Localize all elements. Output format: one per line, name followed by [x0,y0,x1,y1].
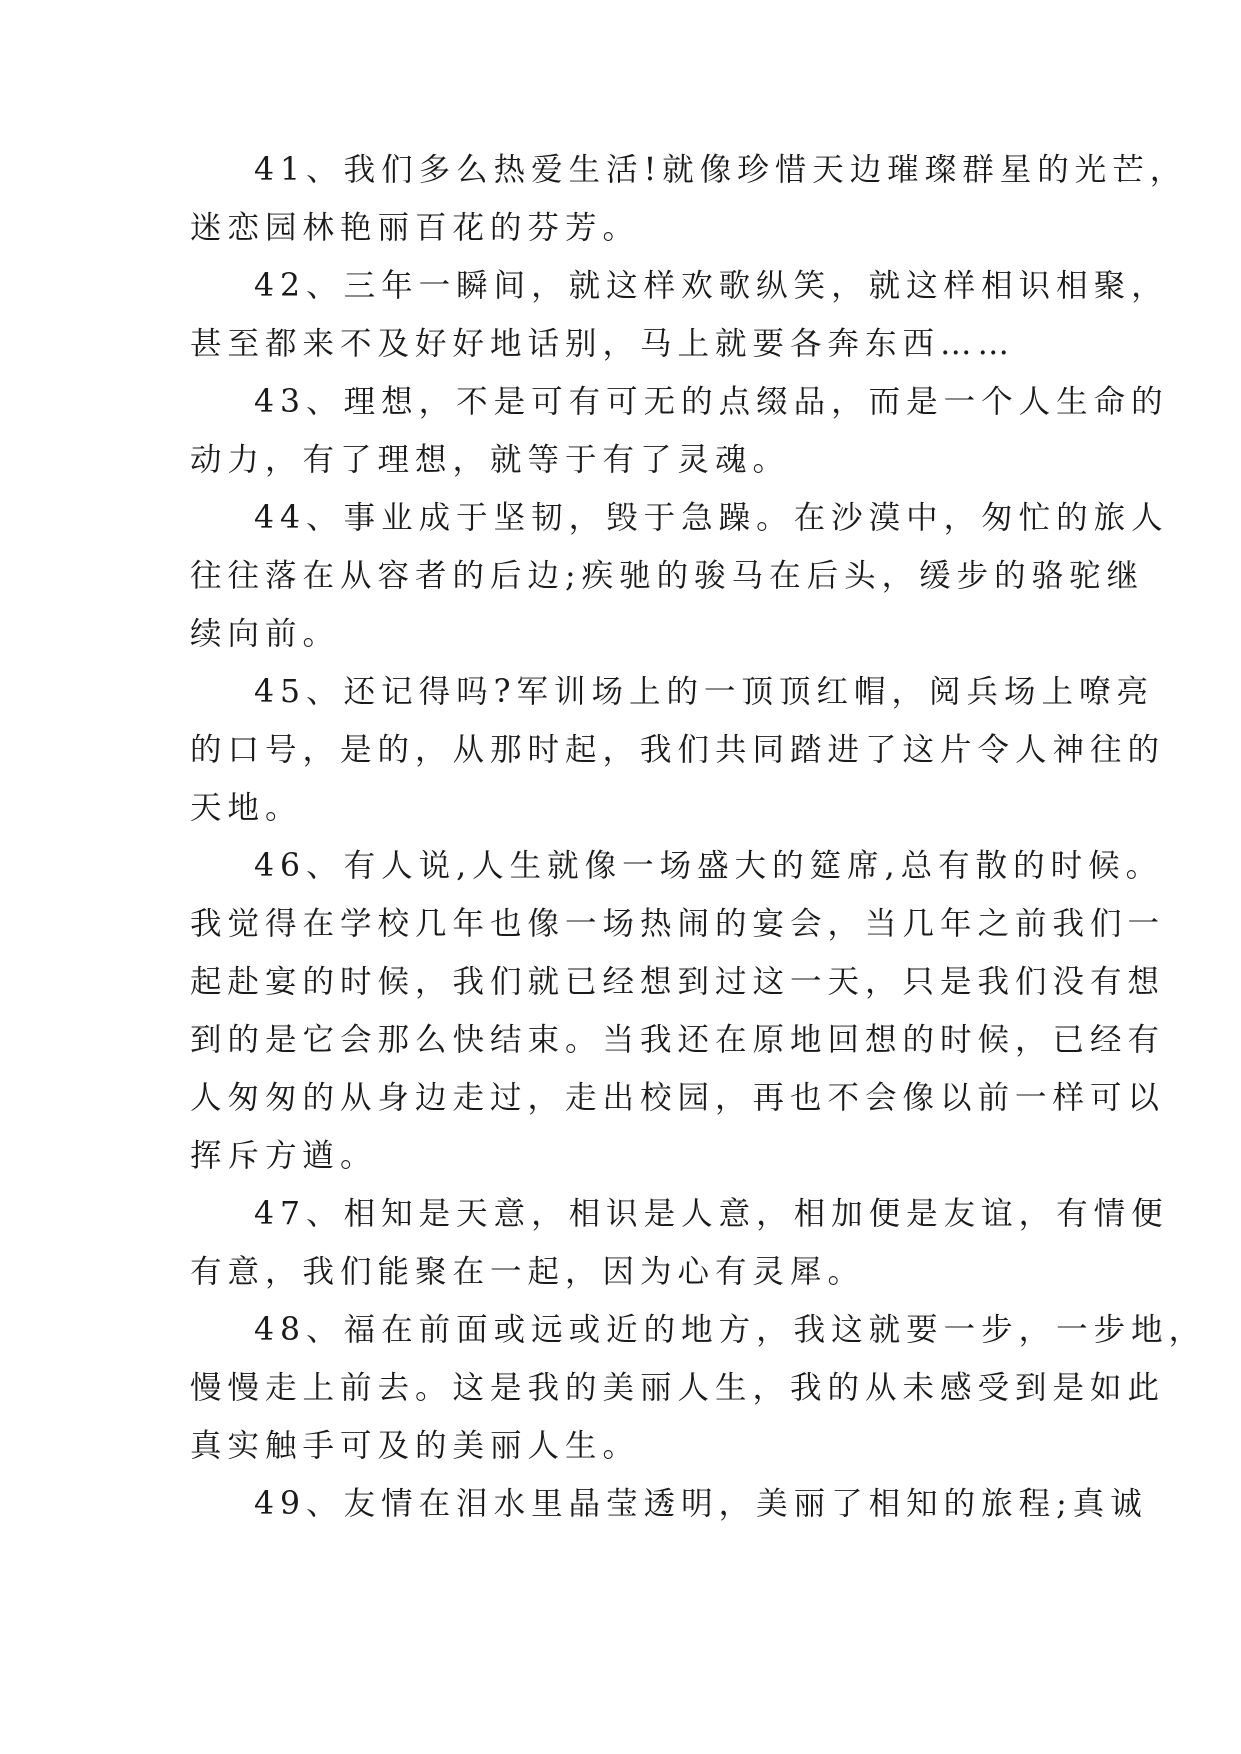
paragraph-line: 有意，我们能聚在一起，因为心有灵犀。 [190,1254,866,1290]
paragraph-line: 43、理想，不是可有可无的点缀品，而是一个人生命的 [254,384,1169,420]
paragraph-line: 动力，有了理想，就等于有了灵魂。 [190,442,791,478]
paragraph-line: 到的是它会那么快结束。当我还在原地回想的时候，已经有 [190,1022,1166,1058]
paragraph-line: 44、事业成于坚韧，毁于急躁。在沙漠中，匆忙的旅人 [254,500,1169,536]
paragraph-line: 48、福在前面或远或近的地方，我这就要一步，一步地， [254,1312,1207,1348]
paragraph-line: 49、友情在泪水里晶莹透明，美丽了相知的旅程;真诚 [254,1486,1148,1522]
paragraph-line: 人匆匆的从身边走过，走出校园，再也不会像以前一样可以 [190,1080,1166,1116]
paragraph-line: 慢慢走上前去。这是我的美丽人生，我的从未感受到是如此 [190,1370,1166,1406]
paragraph-line: 47、相知是天意，相识是人意，相加便是友谊，有情便 [254,1196,1169,1232]
paragraph-line: 41、我们多么热爱生活!就像珍惜天边璀璨群星的光芒， [254,152,1188,188]
paragraph-line: 46、有人说,人生就像一场盛大的筵席,总有散的时候。 [254,848,1164,884]
paragraph-line: 真实触手可及的美丽人生。 [190,1428,641,1464]
paragraph-line: 天地。 [190,790,303,826]
paragraph-line: 我觉得在学校几年也像一场热闹的宴会，当几年之前我们一 [190,906,1166,942]
paragraph-line: 迷恋园林艳丽百花的芬芳。 [190,210,641,246]
paragraph-line: 起赴宴的时候，我们就已经想到过这一天，只是我们没有想 [190,964,1166,1000]
paragraph-line: 挥斥方遒。 [190,1138,378,1174]
paragraph-line: 45、还记得吗?军训场上的一顶顶红帽，阅兵场上嘹亮 [254,674,1154,710]
paragraph-line: 的口号，是的，从那时起，我们共同踏进了这片令人神往的 [190,732,1166,768]
paragraph-line: 甚至都来不及好好地话别，马上就要各奔东西…… [190,326,1016,362]
paragraph-line: 续向前。 [190,616,341,652]
paragraph-line: 42、三年一瞬间，就这样欢歌纵笑，就这样相识相聚， [254,268,1169,304]
paragraph-line: 往往落在从容者的后边;疾驰的骏马在后头，缓步的骆驼继 [190,558,1145,594]
